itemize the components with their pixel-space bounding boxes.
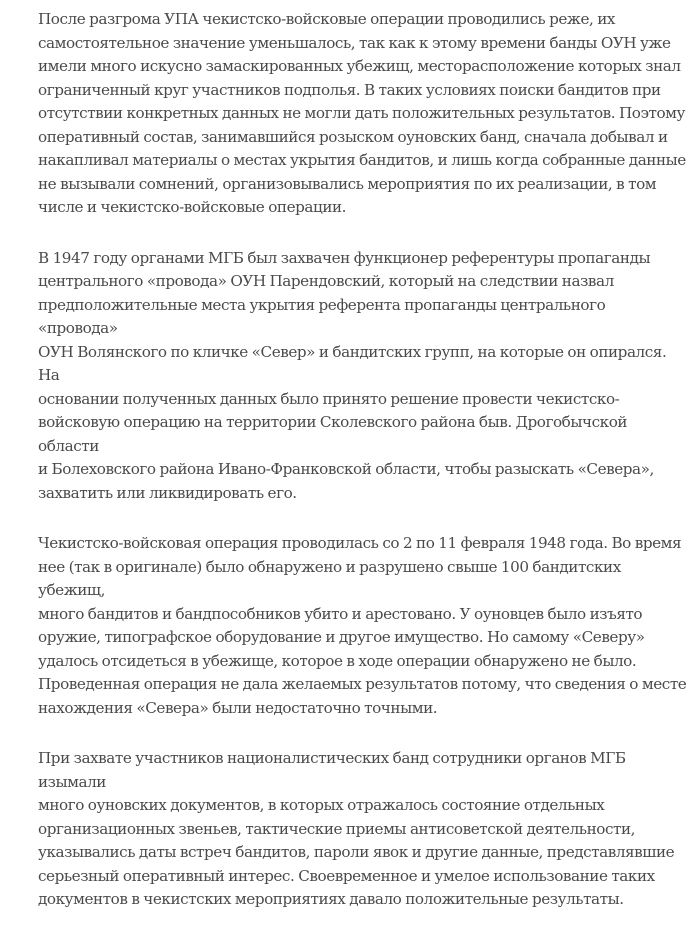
paragraph-1: После разгрома УПА чекистско-войсковые операции проводились реже, их самостоятельное значение уменьшалось, так как к этому времени банды ОУН уже имели много искусно замаскированных убежищ, месторасположение которых знал ограниченный круг участников подполья. В таких условиях поиски бандитов при отсутствии конкретных данных не могли дать положительных результатов. Поэтому оперативный состав, занимавшийся розыском оуновских банд, сначала добывал и накапливал материалы о местах укрытия бандитов, и лишь когда собранные данные не вызывали сомнений, организовывались мероприятия по их реализации, в том числе и чекистско-войсковые операции.: [38, 10, 686, 216]
paragraph-3: Чекистско-войсковая операция проводилась со 2 по 11 февраля 1948 года. Во время нее (так в оригинале) было обнаружено и разрушено свыше 100 бандитских убежищ, много бандитов и бандпособников убито и арестовано. У оуновцев было изъято оружие, типографское оборудование и другое имущество. Но самому «Северу» удалось отсидеться в убежище, которое в ходе операции обнаружено не было. Проведенная операция не дала желаемых результатов потому, что сведения о месте нахождения «Севера» были недостаточно точными.: [38, 534, 687, 717]
paragraph-2: В 1947 году органами МГБ был захвачен функционер референтуры пропаганды центрального «провода» ОУН Парендовский, который на следствии назвал предположительные места укрытия референта пропаганды центрального «провода» ОУН Волянского по кличке «Север» и бандитских групп, на которые он опирался. На основании полученных данных было принято решение провести чекистско- войсковую операцию на территории Сколевского района быв. Дрогобычской области и Болеховского района Ивано-Франковской области, чтобы разыскать «Севера», захватить или ликвидировать его.: [38, 248, 667, 502]
article-body: [38, 8, 688, 939]
paragraph-4: При захвате участников националистических банд сотрудники органов МГБ изымали много оуновских документов, в которых отражалось состояние отдельных организационных звеньев, тактические приемы антисоветской деятельности, указывались даты встреч бандитов, пароли явок и другие данные, представлявшие серьезный оперативный интерес. Своевременное и умелое использование таких документов в чекистских мероприятиях давало положительные результаты.: [38, 749, 675, 908]
